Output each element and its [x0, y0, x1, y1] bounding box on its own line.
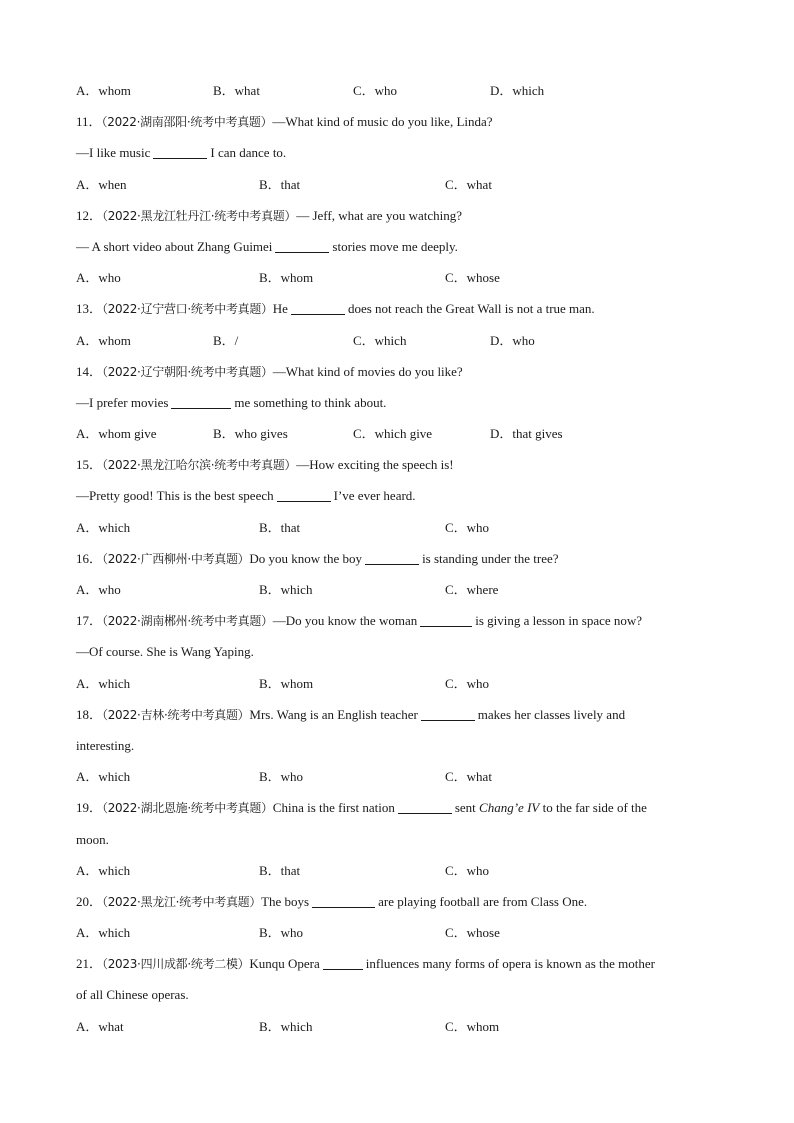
- option-c[interactable]: C．who: [445, 519, 490, 535]
- question-text: is standing under the tree?: [422, 550, 559, 566]
- q19-line2: [76, 831, 726, 862]
- question-text: sent: [454, 800, 476, 816]
- question-text: Kunqu Opera: [249, 956, 320, 972]
- question-source: （2022·黑龙江牡丹江·统考中考真题）: [102, 208, 297, 223]
- answer-blank[interactable]: [398, 800, 452, 814]
- q21-options: [76, 1018, 726, 1049]
- question-text: China is the first nation: [272, 800, 395, 816]
- question-text: interesting.: [76, 737, 135, 753]
- question-text: —Of course. She is Wang Yaping.: [76, 644, 254, 660]
- answer-blank[interactable]: [171, 395, 231, 409]
- question-text: The boys: [261, 893, 310, 909]
- q13-stem: [76, 300, 726, 331]
- q14-options: [76, 425, 726, 456]
- option-b[interactable]: B．whom: [259, 675, 314, 691]
- option-a[interactable]: A．which: [76, 862, 131, 878]
- question-text: —What kind of music do you like, Linda?: [272, 114, 493, 130]
- question-text: He: [272, 301, 288, 317]
- question-source: （2022·黑龙江哈尔滨·统考中考真题）: [102, 458, 297, 473]
- question-text: —I like music: [76, 145, 151, 161]
- question-source: （2022·吉林·统考中考真题）: [102, 707, 250, 722]
- q21-line2: [76, 986, 726, 1017]
- q21-stem: [76, 955, 726, 986]
- question-source: （2022·广西柳州·中考真题）: [102, 551, 250, 566]
- answer-blank[interactable]: [365, 551, 419, 565]
- question-text: of all Chinese operas.: [76, 987, 189, 1003]
- option-c[interactable]: C．whose: [445, 925, 500, 941]
- option-a[interactable]: A．which: [76, 925, 131, 941]
- q15-line2: [76, 487, 726, 518]
- q16-stem: [76, 550, 726, 581]
- q13-options: [76, 332, 726, 363]
- option-b[interactable]: B．who: [259, 769, 304, 785]
- option-b[interactable]: B．/: [213, 332, 239, 348]
- question-text: Do you know the boy: [249, 550, 363, 566]
- question-number: 15．: [76, 457, 103, 473]
- question-text: I’ve ever heard.: [333, 488, 416, 504]
- question-number: 21．: [76, 956, 103, 972]
- q14-stem: [76, 363, 726, 394]
- option-c[interactable]: C．who: [445, 675, 490, 691]
- q11-stem: [76, 113, 726, 144]
- q17-line2: [76, 643, 726, 674]
- question-source: （2022·湖南郴州·统考中考真题）: [102, 614, 273, 629]
- question-text: moon.: [76, 831, 109, 847]
- question-text: —Do you know the woman: [272, 613, 418, 629]
- question-text: is giving a lesson in space now?: [475, 613, 643, 629]
- q19-stem: [76, 799, 726, 830]
- question-text: to the far side of the: [542, 800, 647, 816]
- q17-stem: [76, 612, 726, 643]
- option-b[interactable]: B．that: [259, 862, 301, 878]
- question-number: 16．: [76, 550, 103, 566]
- option-d[interactable]: D．which: [490, 83, 545, 98]
- question-text: does not reach the Great Wall is not a true man.: [347, 301, 595, 317]
- option-a[interactable]: A．who: [76, 582, 121, 597]
- question-source: （2023·四川成都·统考二模）: [102, 957, 250, 972]
- question-number: 13．: [76, 301, 103, 317]
- option-c[interactable]: C．which give: [353, 426, 433, 442]
- option-a[interactable]: A．when: [76, 176, 127, 192]
- option-c[interactable]: C．what: [445, 176, 492, 192]
- answer-blank[interactable]: [153, 145, 207, 159]
- option-c[interactable]: C．whose: [445, 270, 500, 286]
- question-text: makes her classes lively and: [477, 706, 626, 722]
- question-text: — Jeff, what are you watching?: [296, 207, 463, 223]
- option-b[interactable]: B．which: [259, 1018, 313, 1034]
- question-text: me something to think about.: [234, 394, 387, 410]
- question-text: —What kind of movies do you like?: [272, 363, 463, 379]
- option-b[interactable]: B．that: [259, 176, 301, 192]
- option-c[interactable]: C．who: [445, 862, 490, 878]
- question-number: 19．: [76, 800, 103, 816]
- q12-options: [76, 269, 726, 300]
- option-c[interactable]: C．where: [445, 582, 499, 597]
- answer-blank[interactable]: [323, 956, 363, 970]
- option-b[interactable]: B．which: [259, 582, 313, 597]
- option-c[interactable]: C．what: [445, 769, 492, 785]
- option-a[interactable]: A．whom give: [76, 426, 157, 442]
- question-text: stories move me deeply.: [332, 238, 458, 254]
- option-c[interactable]: C．which: [353, 332, 407, 348]
- option-a[interactable]: A．what: [76, 1018, 124, 1034]
- q12-line2: [76, 238, 726, 269]
- option-a[interactable]: A．whom: [76, 332, 131, 348]
- option-c[interactable]: C．whom: [445, 1018, 500, 1034]
- q15-options: [76, 519, 726, 550]
- option-d[interactable]: D．that gives: [490, 426, 563, 442]
- q18-options: [76, 768, 726, 799]
- question-number: 18．: [76, 706, 103, 722]
- q15-stem: [76, 456, 726, 487]
- q18-line2: [76, 737, 726, 768]
- question-text: I can dance to.: [210, 145, 287, 161]
- option-b[interactable]: B．whom: [259, 270, 314, 286]
- q14-line2: [76, 394, 726, 425]
- q20-stem: [76, 893, 726, 924]
- option-d[interactable]: D．who: [490, 332, 535, 348]
- option-a[interactable]: A．who: [76, 270, 121, 286]
- question-text: —How exciting the speech is!: [296, 457, 454, 473]
- q20-options: [76, 924, 726, 955]
- exercise-page: [76, 82, 726, 1049]
- option-b[interactable]: B．who gives: [213, 426, 288, 442]
- answer-blank[interactable]: [277, 488, 331, 502]
- question-number: 14．: [76, 363, 103, 379]
- answer-blank[interactable]: [291, 301, 345, 315]
- question-text: influences many forms of opera is known as the mother: [365, 956, 655, 972]
- question-text: Mrs. Wang is an English teacher: [249, 706, 418, 722]
- answer-blank[interactable]: [421, 707, 475, 721]
- question-source: （2022·黑龙江·统考中考真题）: [102, 894, 262, 909]
- question-number: 20．: [76, 893, 103, 909]
- question-number: 17．: [76, 613, 103, 629]
- option-a[interactable]: A．which: [76, 519, 131, 535]
- question-text-italic: Chang’e IV: [479, 800, 540, 816]
- q12-stem: [76, 207, 726, 238]
- answer-blank[interactable]: [312, 894, 375, 908]
- question-source: （2022·辽宁朝阳·统考中考真题）: [102, 364, 273, 379]
- q16-options: [76, 581, 726, 612]
- option-a[interactable]: A．whom: [76, 83, 131, 98]
- question-number: 12．: [76, 207, 103, 223]
- option-b[interactable]: B．what: [213, 83, 260, 98]
- option-c[interactable]: C．who: [353, 83, 398, 98]
- question-text: —I prefer movies: [76, 394, 169, 410]
- question-source: （2022·湖北恩施·统考中考真题）: [102, 801, 273, 816]
- option-b[interactable]: B．that: [259, 519, 301, 535]
- option-a[interactable]: A．which: [76, 675, 131, 691]
- question-source: （2022·湖南邵阳·统考中考真题）: [101, 115, 273, 130]
- question-text: — A short video about Zhang Guimei: [76, 238, 273, 254]
- question-text: —Pretty good! This is the best speech: [76, 488, 274, 504]
- q18-stem: [76, 706, 726, 737]
- q10-options: [76, 82, 726, 113]
- question-source: （2022·辽宁营口·统考中考真题）: [102, 302, 273, 317]
- q19-options: [76, 862, 726, 893]
- question-number: 11．: [76, 114, 102, 130]
- q11-line2: [76, 144, 726, 175]
- option-a[interactable]: A．which: [76, 769, 131, 785]
- question-text: are playing football are from Class One.: [378, 893, 588, 909]
- option-b[interactable]: B．who: [259, 925, 304, 941]
- q11-options: [76, 176, 726, 207]
- q17-options: [76, 675, 726, 706]
- answer-blank[interactable]: [275, 239, 329, 253]
- answer-blank[interactable]: [420, 613, 472, 627]
